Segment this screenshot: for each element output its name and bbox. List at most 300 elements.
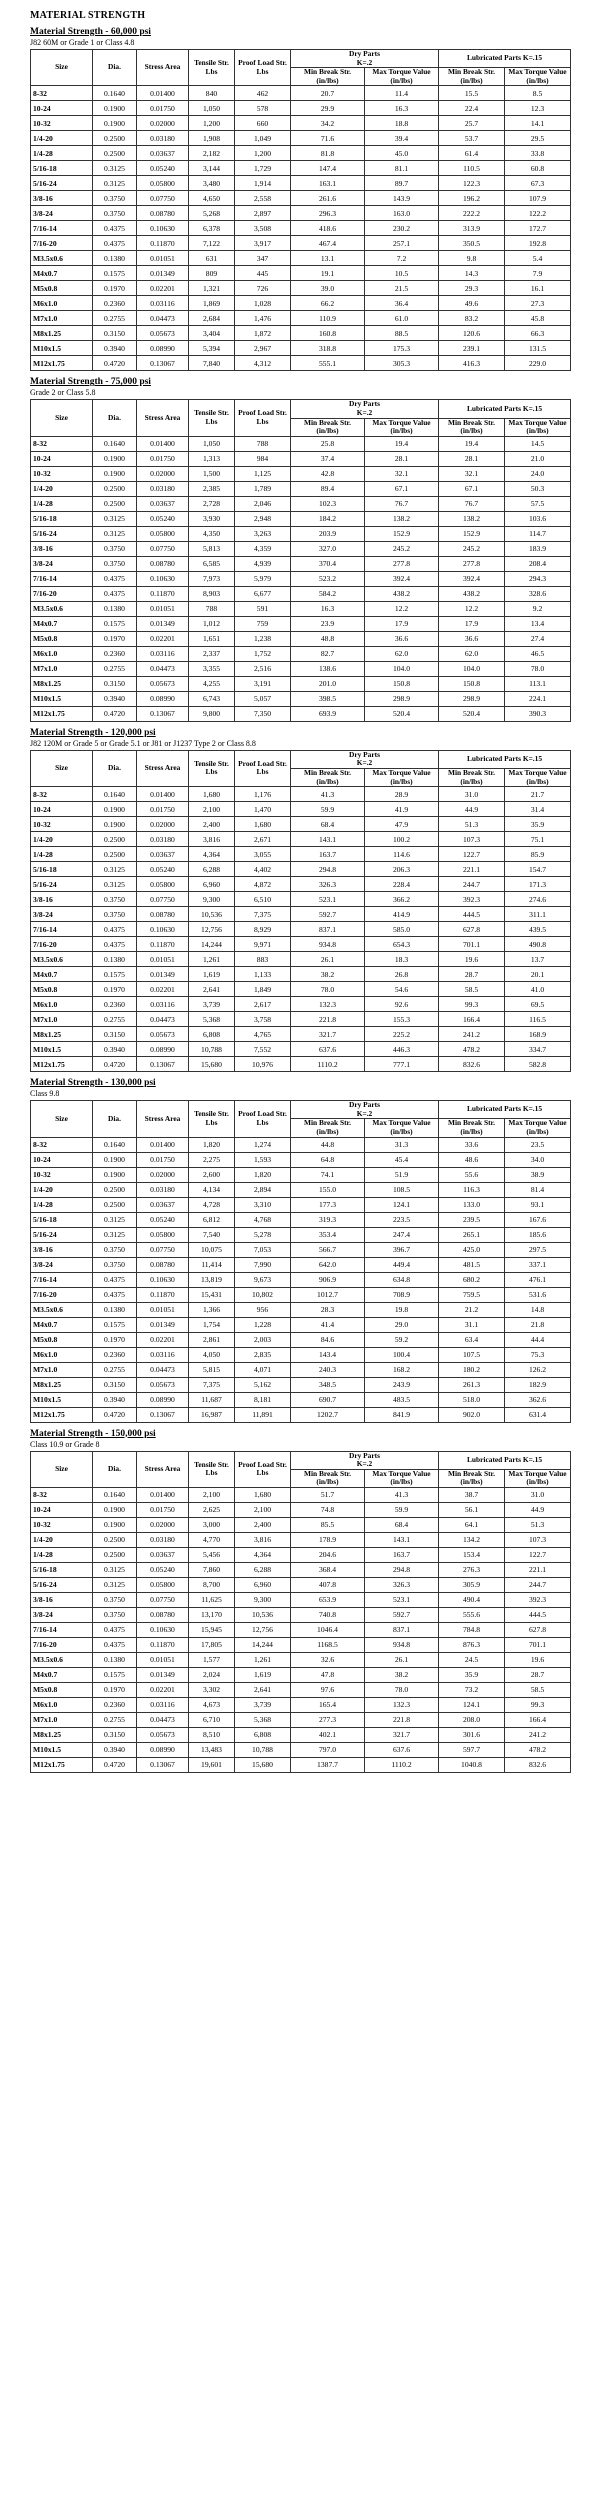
cell-lub-max-torque: 45.8 bbox=[505, 311, 571, 326]
cell-stress-area: 0.01051 bbox=[137, 251, 189, 266]
cell-dry-min-break: 296.3 bbox=[291, 206, 365, 221]
cell-tensile: 13,483 bbox=[189, 1742, 235, 1757]
table-row bbox=[31, 236, 571, 251]
cell-dia: 0.3125 bbox=[93, 176, 137, 191]
cell-stress-area: 0.02201 bbox=[137, 982, 189, 997]
cell-size: M8x1.25 bbox=[31, 326, 93, 341]
cell-proof-load: 2,100 bbox=[235, 1502, 291, 1517]
section-subtitle: Grade 2 or Class 5.8 bbox=[30, 388, 96, 398]
cell-tensile: 1,313 bbox=[189, 451, 235, 466]
cell-dry-min-break: 177.3 bbox=[291, 1197, 365, 1212]
cell-size: M10x1.5 bbox=[31, 341, 93, 356]
cell-dia: 0.3750 bbox=[93, 206, 137, 221]
header-stress-area: Stress Area bbox=[137, 1101, 189, 1137]
cell-lub-min-break: 555.6 bbox=[439, 1607, 505, 1622]
cell-tensile: 4,650 bbox=[189, 191, 235, 206]
cell-tensile: 788 bbox=[189, 601, 235, 616]
cell-size: M3.5x0.6 bbox=[31, 1302, 93, 1317]
header-dry-k: K=.2 bbox=[356, 1108, 373, 1118]
cell-dry-max-torque: 47.9 bbox=[365, 817, 439, 832]
cell-dia: 0.2360 bbox=[93, 997, 137, 1012]
cell-lub-max-torque: 274.6 bbox=[505, 892, 571, 907]
table-row bbox=[31, 847, 571, 862]
cell-dia: 0.3750 bbox=[93, 1257, 137, 1272]
cell-proof-load: 1,200 bbox=[235, 146, 291, 161]
cell-lub-max-torque: 51.3 bbox=[505, 1517, 571, 1532]
cell-dia: 0.2500 bbox=[93, 847, 137, 862]
cell-dry-min-break: 402.1 bbox=[291, 1727, 365, 1742]
cell-stress-area: 0.03116 bbox=[137, 997, 189, 1012]
cell-proof-load: 788 bbox=[235, 436, 291, 451]
cell-dry-max-torque: 31.3 bbox=[365, 1137, 439, 1152]
table-row bbox=[31, 676, 571, 691]
cell-proof-load: 3,191 bbox=[235, 676, 291, 691]
cell-lub-min-break: 261.3 bbox=[439, 1377, 505, 1392]
cell-dry-max-torque: 520.4 bbox=[365, 706, 439, 721]
cell-proof-load: 1,619 bbox=[235, 1667, 291, 1682]
cell-lub-min-break: 245.2 bbox=[439, 541, 505, 556]
table-row bbox=[31, 691, 571, 706]
cell-dry-min-break: 398.5 bbox=[291, 691, 365, 706]
cell-lub-min-break: 48.6 bbox=[439, 1152, 505, 1167]
cell-lub-min-break: 301.6 bbox=[439, 1727, 505, 1742]
cell-dia: 0.2360 bbox=[93, 1697, 137, 1712]
cell-size: M4x0.7 bbox=[31, 1667, 93, 1682]
cell-size: 7/16-14 bbox=[31, 221, 93, 236]
cell-stress-area: 0.01051 bbox=[137, 1652, 189, 1667]
cell-dia: 0.2755 bbox=[93, 661, 137, 676]
cell-dia: 0.4375 bbox=[93, 1287, 137, 1302]
cell-dry-min-break: 85.5 bbox=[291, 1517, 365, 1532]
cell-proof-load: 4,939 bbox=[235, 556, 291, 571]
cell-size: M7x1.0 bbox=[31, 1012, 93, 1027]
cell-dry-min-break: 653.9 bbox=[291, 1592, 365, 1607]
cell-lub-max-torque: 50.3 bbox=[505, 481, 571, 496]
cell-dry-max-torque: 143.9 bbox=[365, 191, 439, 206]
cell-dry-min-break: 132.3 bbox=[291, 997, 365, 1012]
cell-dia: 0.1640 bbox=[93, 1487, 137, 1502]
cell-lub-max-torque: 14.1 bbox=[505, 116, 571, 131]
cell-stress-area: 0.03116 bbox=[137, 1697, 189, 1712]
cell-stress-area: 0.08780 bbox=[137, 1607, 189, 1622]
cell-lub-min-break: 24.5 bbox=[439, 1652, 505, 1667]
cell-size: M3.5x0.6 bbox=[31, 251, 93, 266]
section-title: Material Strength - 130,000 psi bbox=[30, 1078, 156, 1089]
cell-dia: 0.4720 bbox=[93, 1407, 137, 1422]
cell-dia: 0.1900 bbox=[93, 451, 137, 466]
cell-dry-max-torque: 104.0 bbox=[365, 661, 439, 676]
cell-stress-area: 0.01349 bbox=[137, 616, 189, 631]
cell-lub-min-break: 62.0 bbox=[439, 646, 505, 661]
cell-lub-min-break: 61.4 bbox=[439, 146, 505, 161]
cell-dry-min-break: 59.9 bbox=[291, 802, 365, 817]
cell-tensile: 1,754 bbox=[189, 1317, 235, 1332]
table-row bbox=[31, 1667, 571, 1682]
cell-dry-max-torque: 277.8 bbox=[365, 556, 439, 571]
table-row bbox=[31, 1697, 571, 1712]
cell-tensile: 3,302 bbox=[189, 1682, 235, 1697]
cell-dry-max-torque: 523.1 bbox=[365, 1592, 439, 1607]
header-dry-parts bbox=[291, 400, 439, 418]
cell-dry-max-torque: 26.8 bbox=[365, 967, 439, 982]
cell-size: 3/8-24 bbox=[31, 1607, 93, 1622]
section-130k bbox=[30, 1078, 592, 1422]
header-dry-k: K=.2 bbox=[356, 57, 373, 67]
cell-dry-max-torque: 28.9 bbox=[365, 787, 439, 802]
table-row bbox=[31, 1197, 571, 1212]
cell-dry-max-torque: 243.9 bbox=[365, 1377, 439, 1392]
header-lubricated-parts: Lubricated Parts K=.15 bbox=[439, 400, 571, 418]
cell-lub-min-break: 107.5 bbox=[439, 1347, 505, 1362]
cell-lub-min-break: 17.9 bbox=[439, 616, 505, 631]
cell-tensile: 5,813 bbox=[189, 541, 235, 556]
cell-stress-area: 0.03180 bbox=[137, 1532, 189, 1547]
cell-dry-min-break: 26.1 bbox=[291, 952, 365, 967]
cell-stress-area: 0.05673 bbox=[137, 1027, 189, 1042]
cell-tensile: 10,075 bbox=[189, 1242, 235, 1257]
cell-lub-min-break: 55.6 bbox=[439, 1167, 505, 1182]
cell-size: 7/16-14 bbox=[31, 1622, 93, 1637]
cell-size: M8x1.25 bbox=[31, 1727, 93, 1742]
cell-lub-min-break: 166.4 bbox=[439, 1012, 505, 1027]
cell-tensile: 10,536 bbox=[189, 907, 235, 922]
cell-dry-max-torque: 38.2 bbox=[365, 1667, 439, 1682]
cell-lub-min-break: 490.4 bbox=[439, 1592, 505, 1607]
cell-proof-load: 10,788 bbox=[235, 1742, 291, 1757]
cell-stress-area: 0.05240 bbox=[137, 511, 189, 526]
cell-size: 8-32 bbox=[31, 1487, 93, 1502]
cell-tensile: 1,869 bbox=[189, 296, 235, 311]
table-row bbox=[31, 787, 571, 802]
cell-proof-load: 5,162 bbox=[235, 1377, 291, 1392]
table-row bbox=[31, 1272, 571, 1287]
table-row bbox=[31, 481, 571, 496]
cell-proof-load: 3,816 bbox=[235, 1532, 291, 1547]
cell-dia: 0.1900 bbox=[93, 1517, 137, 1532]
cell-dry-max-torque: 12.2 bbox=[365, 601, 439, 616]
header-dry-min-break: Min Break Str. (in/lbs) bbox=[291, 1469, 365, 1487]
cell-dry-max-torque: 39.4 bbox=[365, 131, 439, 146]
cell-tensile: 1,820 bbox=[189, 1137, 235, 1152]
cell-lub-min-break: 241.2 bbox=[439, 1027, 505, 1042]
cell-lub-min-break: 36.6 bbox=[439, 631, 505, 646]
cell-lub-max-torque: 44.9 bbox=[505, 1502, 571, 1517]
cell-lub-min-break: 298.9 bbox=[439, 691, 505, 706]
cell-dia: 0.3940 bbox=[93, 341, 137, 356]
cell-dia: 0.3750 bbox=[93, 1242, 137, 1257]
cell-dia: 0.3150 bbox=[93, 1027, 137, 1042]
cell-lub-max-torque: 46.5 bbox=[505, 646, 571, 661]
table-row bbox=[31, 1257, 571, 1272]
cell-dia: 0.1640 bbox=[93, 86, 137, 101]
cell-dia: 0.3125 bbox=[93, 877, 137, 892]
cell-stress-area: 0.01349 bbox=[137, 1667, 189, 1682]
cell-lub-max-torque: 8.5 bbox=[505, 86, 571, 101]
cell-size: 10-24 bbox=[31, 101, 93, 116]
cell-lub-min-break: 222.2 bbox=[439, 206, 505, 221]
cell-tensile: 6,710 bbox=[189, 1712, 235, 1727]
cell-lub-min-break: 21.2 bbox=[439, 1302, 505, 1317]
cell-dia: 0.1900 bbox=[93, 1167, 137, 1182]
cell-dry-max-torque: 637.6 bbox=[365, 1742, 439, 1757]
header-lubricated-parts: Lubricated Parts K=.15 bbox=[439, 50, 571, 68]
cell-size: 1/4-20 bbox=[31, 832, 93, 847]
cell-lub-max-torque: 60.8 bbox=[505, 161, 571, 176]
strength-table bbox=[30, 399, 571, 721]
cell-lub-min-break: 134.2 bbox=[439, 1532, 505, 1547]
cell-dry-max-torque: 92.6 bbox=[365, 997, 439, 1012]
cell-tensile: 1,651 bbox=[189, 631, 235, 646]
table-row bbox=[31, 436, 571, 451]
cell-size: M12x1.75 bbox=[31, 1757, 93, 1772]
cell-dia: 0.1575 bbox=[93, 1667, 137, 1682]
cell-size: M12x1.75 bbox=[31, 706, 93, 721]
cell-tensile: 7,375 bbox=[189, 1377, 235, 1392]
cell-lub-max-torque: 390.3 bbox=[505, 706, 571, 721]
cell-dry-max-torque: 26.1 bbox=[365, 1652, 439, 1667]
cell-stress-area: 0.04473 bbox=[137, 1362, 189, 1377]
cell-lub-max-torque: 75.3 bbox=[505, 1347, 571, 1362]
cell-stress-area: 0.07750 bbox=[137, 541, 189, 556]
cell-tensile: 3,144 bbox=[189, 161, 235, 176]
table-row bbox=[31, 892, 571, 907]
cell-tensile: 2,684 bbox=[189, 311, 235, 326]
cell-lub-max-torque: 229.0 bbox=[505, 356, 571, 371]
cell-tensile: 9,300 bbox=[189, 892, 235, 907]
cell-dia: 0.3750 bbox=[93, 1607, 137, 1622]
cell-lub-max-torque: 27.4 bbox=[505, 631, 571, 646]
table-row bbox=[31, 466, 571, 481]
cell-lub-max-torque: 439.5 bbox=[505, 922, 571, 937]
cell-dia: 0.3125 bbox=[93, 862, 137, 877]
cell-dia: 0.4375 bbox=[93, 922, 137, 937]
cell-tensile: 7,840 bbox=[189, 356, 235, 371]
cell-size: M4x0.7 bbox=[31, 967, 93, 982]
cell-dia: 0.2500 bbox=[93, 832, 137, 847]
cell-size: 1/4-20 bbox=[31, 131, 93, 146]
cell-lub-max-torque: 38.9 bbox=[505, 1167, 571, 1182]
cell-proof-load: 11,891 bbox=[235, 1407, 291, 1422]
cell-lub-max-torque: 444.5 bbox=[505, 1607, 571, 1622]
cell-dry-min-break: 42.8 bbox=[291, 466, 365, 481]
table-row bbox=[31, 1502, 571, 1517]
table-row bbox=[31, 1227, 571, 1242]
cell-size: 10-32 bbox=[31, 1167, 93, 1182]
cell-lub-max-torque: 244.7 bbox=[505, 1577, 571, 1592]
cell-dry-max-torque: 41.3 bbox=[365, 1487, 439, 1502]
cell-proof-load: 2,046 bbox=[235, 496, 291, 511]
cell-proof-load: 7,053 bbox=[235, 1242, 291, 1257]
section-title: Material Strength - 150,000 psi bbox=[30, 1428, 156, 1439]
cell-dia: 0.2360 bbox=[93, 296, 137, 311]
cell-size: 10-32 bbox=[31, 466, 93, 481]
cell-stress-area: 0.03637 bbox=[137, 146, 189, 161]
cell-size: 1/4-20 bbox=[31, 481, 93, 496]
cell-lub-max-torque: 75.1 bbox=[505, 832, 571, 847]
header-size: Size bbox=[31, 750, 93, 786]
cell-tensile: 6,585 bbox=[189, 556, 235, 571]
cell-size: 7/16-20 bbox=[31, 937, 93, 952]
cell-dry-max-torque: 19.8 bbox=[365, 1302, 439, 1317]
cell-tensile: 3,355 bbox=[189, 661, 235, 676]
cell-stress-area: 0.10630 bbox=[137, 1622, 189, 1637]
cell-dry-max-torque: 837.1 bbox=[365, 1622, 439, 1637]
cell-size: M4x0.7 bbox=[31, 616, 93, 631]
table-row bbox=[31, 356, 571, 371]
cell-tensile: 1,619 bbox=[189, 967, 235, 982]
cell-dry-max-torque: 81.1 bbox=[365, 161, 439, 176]
table-row bbox=[31, 862, 571, 877]
cell-lub-min-break: 29.3 bbox=[439, 281, 505, 296]
header-dry-parts bbox=[291, 750, 439, 768]
cell-lub-max-torque: 44.4 bbox=[505, 1332, 571, 1347]
cell-dia: 0.1970 bbox=[93, 631, 137, 646]
cell-dry-min-break: 1110.2 bbox=[291, 1057, 365, 1072]
header-dry-parts bbox=[291, 1451, 439, 1469]
cell-size: 1/4-28 bbox=[31, 1547, 93, 1562]
cell-lub-min-break: 277.8 bbox=[439, 556, 505, 571]
cell-size: M10x1.5 bbox=[31, 1392, 93, 1407]
header-lub-min-break: Min Break Str. (in/lbs) bbox=[439, 1469, 505, 1487]
cell-tensile: 10,788 bbox=[189, 1042, 235, 1057]
cell-lub-min-break: 902.0 bbox=[439, 1407, 505, 1422]
cell-lub-max-torque: 172.7 bbox=[505, 221, 571, 236]
cell-dry-min-break: 48.8 bbox=[291, 631, 365, 646]
cell-dia: 0.3750 bbox=[93, 907, 137, 922]
header-tensile: Tensile Str. Lbs bbox=[189, 1451, 235, 1487]
cell-size: 8-32 bbox=[31, 436, 93, 451]
cell-lub-min-break: 221.1 bbox=[439, 862, 505, 877]
cell-size: 3/8-24 bbox=[31, 1257, 93, 1272]
cell-lub-max-torque: 478.2 bbox=[505, 1742, 571, 1757]
cell-dia: 0.2360 bbox=[93, 646, 137, 661]
cell-dry-min-break: 277.3 bbox=[291, 1712, 365, 1727]
cell-lub-min-break: 438.2 bbox=[439, 586, 505, 601]
cell-lub-max-torque: 832.6 bbox=[505, 1757, 571, 1772]
cell-proof-load: 10,976 bbox=[235, 1057, 291, 1072]
cell-tensile: 1,200 bbox=[189, 116, 235, 131]
cell-dia: 0.1575 bbox=[93, 266, 137, 281]
cell-proof-load: 3,263 bbox=[235, 526, 291, 541]
cell-dry-max-torque: 228.4 bbox=[365, 877, 439, 892]
cell-proof-load: 3,758 bbox=[235, 1012, 291, 1027]
cell-tensile: 4,255 bbox=[189, 676, 235, 691]
cell-dry-min-break: 407.8 bbox=[291, 1577, 365, 1592]
cell-size: M4x0.7 bbox=[31, 266, 93, 281]
cell-proof-load: 347 bbox=[235, 251, 291, 266]
cell-lub-min-break: 392.4 bbox=[439, 571, 505, 586]
cell-lub-min-break: 180.2 bbox=[439, 1362, 505, 1377]
header-lub-max-torque: Max Torque Value (in/lbs) bbox=[505, 418, 571, 436]
cell-lub-min-break: 478.2 bbox=[439, 1042, 505, 1057]
header-dry-k: K=.2 bbox=[356, 758, 373, 768]
table-row bbox=[31, 266, 571, 281]
cell-lub-max-torque: 168.9 bbox=[505, 1027, 571, 1042]
cell-dry-min-break: 797.0 bbox=[291, 1742, 365, 1757]
cell-dry-max-torque: 19.4 bbox=[365, 436, 439, 451]
cell-dia: 0.2500 bbox=[93, 1547, 137, 1562]
header-size: Size bbox=[31, 1101, 93, 1137]
cell-stress-area: 0.01051 bbox=[137, 601, 189, 616]
cell-tensile: 1,577 bbox=[189, 1652, 235, 1667]
table-row bbox=[31, 922, 571, 937]
cell-lub-max-torque: 66.3 bbox=[505, 326, 571, 341]
cell-dia: 0.1970 bbox=[93, 1332, 137, 1347]
cell-dry-min-break: 326.3 bbox=[291, 877, 365, 892]
cell-dia: 0.2500 bbox=[93, 131, 137, 146]
cell-dia: 0.4375 bbox=[93, 1637, 137, 1652]
table-row bbox=[31, 1362, 571, 1377]
cell-tensile: 19,601 bbox=[189, 1757, 235, 1772]
table-row bbox=[31, 251, 571, 266]
cell-proof-load: 5,368 bbox=[235, 1712, 291, 1727]
cell-tensile: 1,012 bbox=[189, 616, 235, 631]
cell-lub-max-torque: 16.1 bbox=[505, 281, 571, 296]
cell-lub-min-break: 53.7 bbox=[439, 131, 505, 146]
cell-lub-max-torque: 476.1 bbox=[505, 1272, 571, 1287]
cell-tensile: 15,945 bbox=[189, 1622, 235, 1637]
cell-stress-area: 0.04473 bbox=[137, 1012, 189, 1027]
cell-stress-area: 0.02000 bbox=[137, 466, 189, 481]
cell-proof-load: 3,508 bbox=[235, 221, 291, 236]
cell-stress-area: 0.03637 bbox=[137, 847, 189, 862]
cell-lub-min-break: 784.8 bbox=[439, 1622, 505, 1637]
header-dry-parts bbox=[291, 50, 439, 68]
cell-stress-area: 0.01750 bbox=[137, 1152, 189, 1167]
cell-lub-max-torque: 192.8 bbox=[505, 236, 571, 251]
cell-dry-min-break: 1012.7 bbox=[291, 1287, 365, 1302]
cell-proof-load: 1,914 bbox=[235, 176, 291, 191]
cell-lub-max-torque: 29.5 bbox=[505, 131, 571, 146]
cell-stress-area: 0.08990 bbox=[137, 1742, 189, 1757]
cell-dry-min-break: 39.0 bbox=[291, 281, 365, 296]
cell-lub-min-break: 58.5 bbox=[439, 982, 505, 997]
cell-tensile: 5,268 bbox=[189, 206, 235, 221]
cell-lub-min-break: 28.1 bbox=[439, 451, 505, 466]
cell-dry-min-break: 1387.7 bbox=[291, 1757, 365, 1772]
cell-tensile: 6,378 bbox=[189, 221, 235, 236]
cell-dry-max-torque: 247.4 bbox=[365, 1227, 439, 1242]
table-row bbox=[31, 1742, 571, 1757]
section-title: Material Strength - 60,000 psi bbox=[30, 27, 151, 37]
cell-stress-area: 0.03180 bbox=[137, 131, 189, 146]
cell-proof-load: 2,894 bbox=[235, 1182, 291, 1197]
header-dry-min-break: Min Break Str. (in/lbs) bbox=[291, 768, 365, 786]
section-subtitle: Class 9.8 bbox=[30, 1089, 60, 1099]
cell-dry-min-break: 294.8 bbox=[291, 862, 365, 877]
table-row bbox=[31, 101, 571, 116]
header-proof-load: Proof Load Str. Lbs bbox=[235, 400, 291, 436]
cell-tensile: 2,625 bbox=[189, 1502, 235, 1517]
cell-tensile: 3,480 bbox=[189, 176, 235, 191]
table-row bbox=[31, 586, 571, 601]
cell-dry-min-break: 64.8 bbox=[291, 1152, 365, 1167]
cell-lub-max-torque: 7.9 bbox=[505, 266, 571, 281]
table-row bbox=[31, 281, 571, 296]
section-120k bbox=[30, 728, 592, 1072]
cell-lub-min-break: 416.3 bbox=[439, 356, 505, 371]
cell-proof-load: 5,979 bbox=[235, 571, 291, 586]
cell-lub-max-torque: 131.5 bbox=[505, 341, 571, 356]
cell-stress-area: 0.08780 bbox=[137, 1257, 189, 1272]
cell-stress-area: 0.13067 bbox=[137, 1757, 189, 1772]
cell-dia: 0.1380 bbox=[93, 601, 137, 616]
cell-lub-max-torque: 183.9 bbox=[505, 541, 571, 556]
table-row bbox=[31, 1347, 571, 1362]
cell-tensile: 6,812 bbox=[189, 1212, 235, 1227]
cell-dry-min-break: 1202.7 bbox=[291, 1407, 365, 1422]
cell-dry-max-torque: 392.4 bbox=[365, 571, 439, 586]
